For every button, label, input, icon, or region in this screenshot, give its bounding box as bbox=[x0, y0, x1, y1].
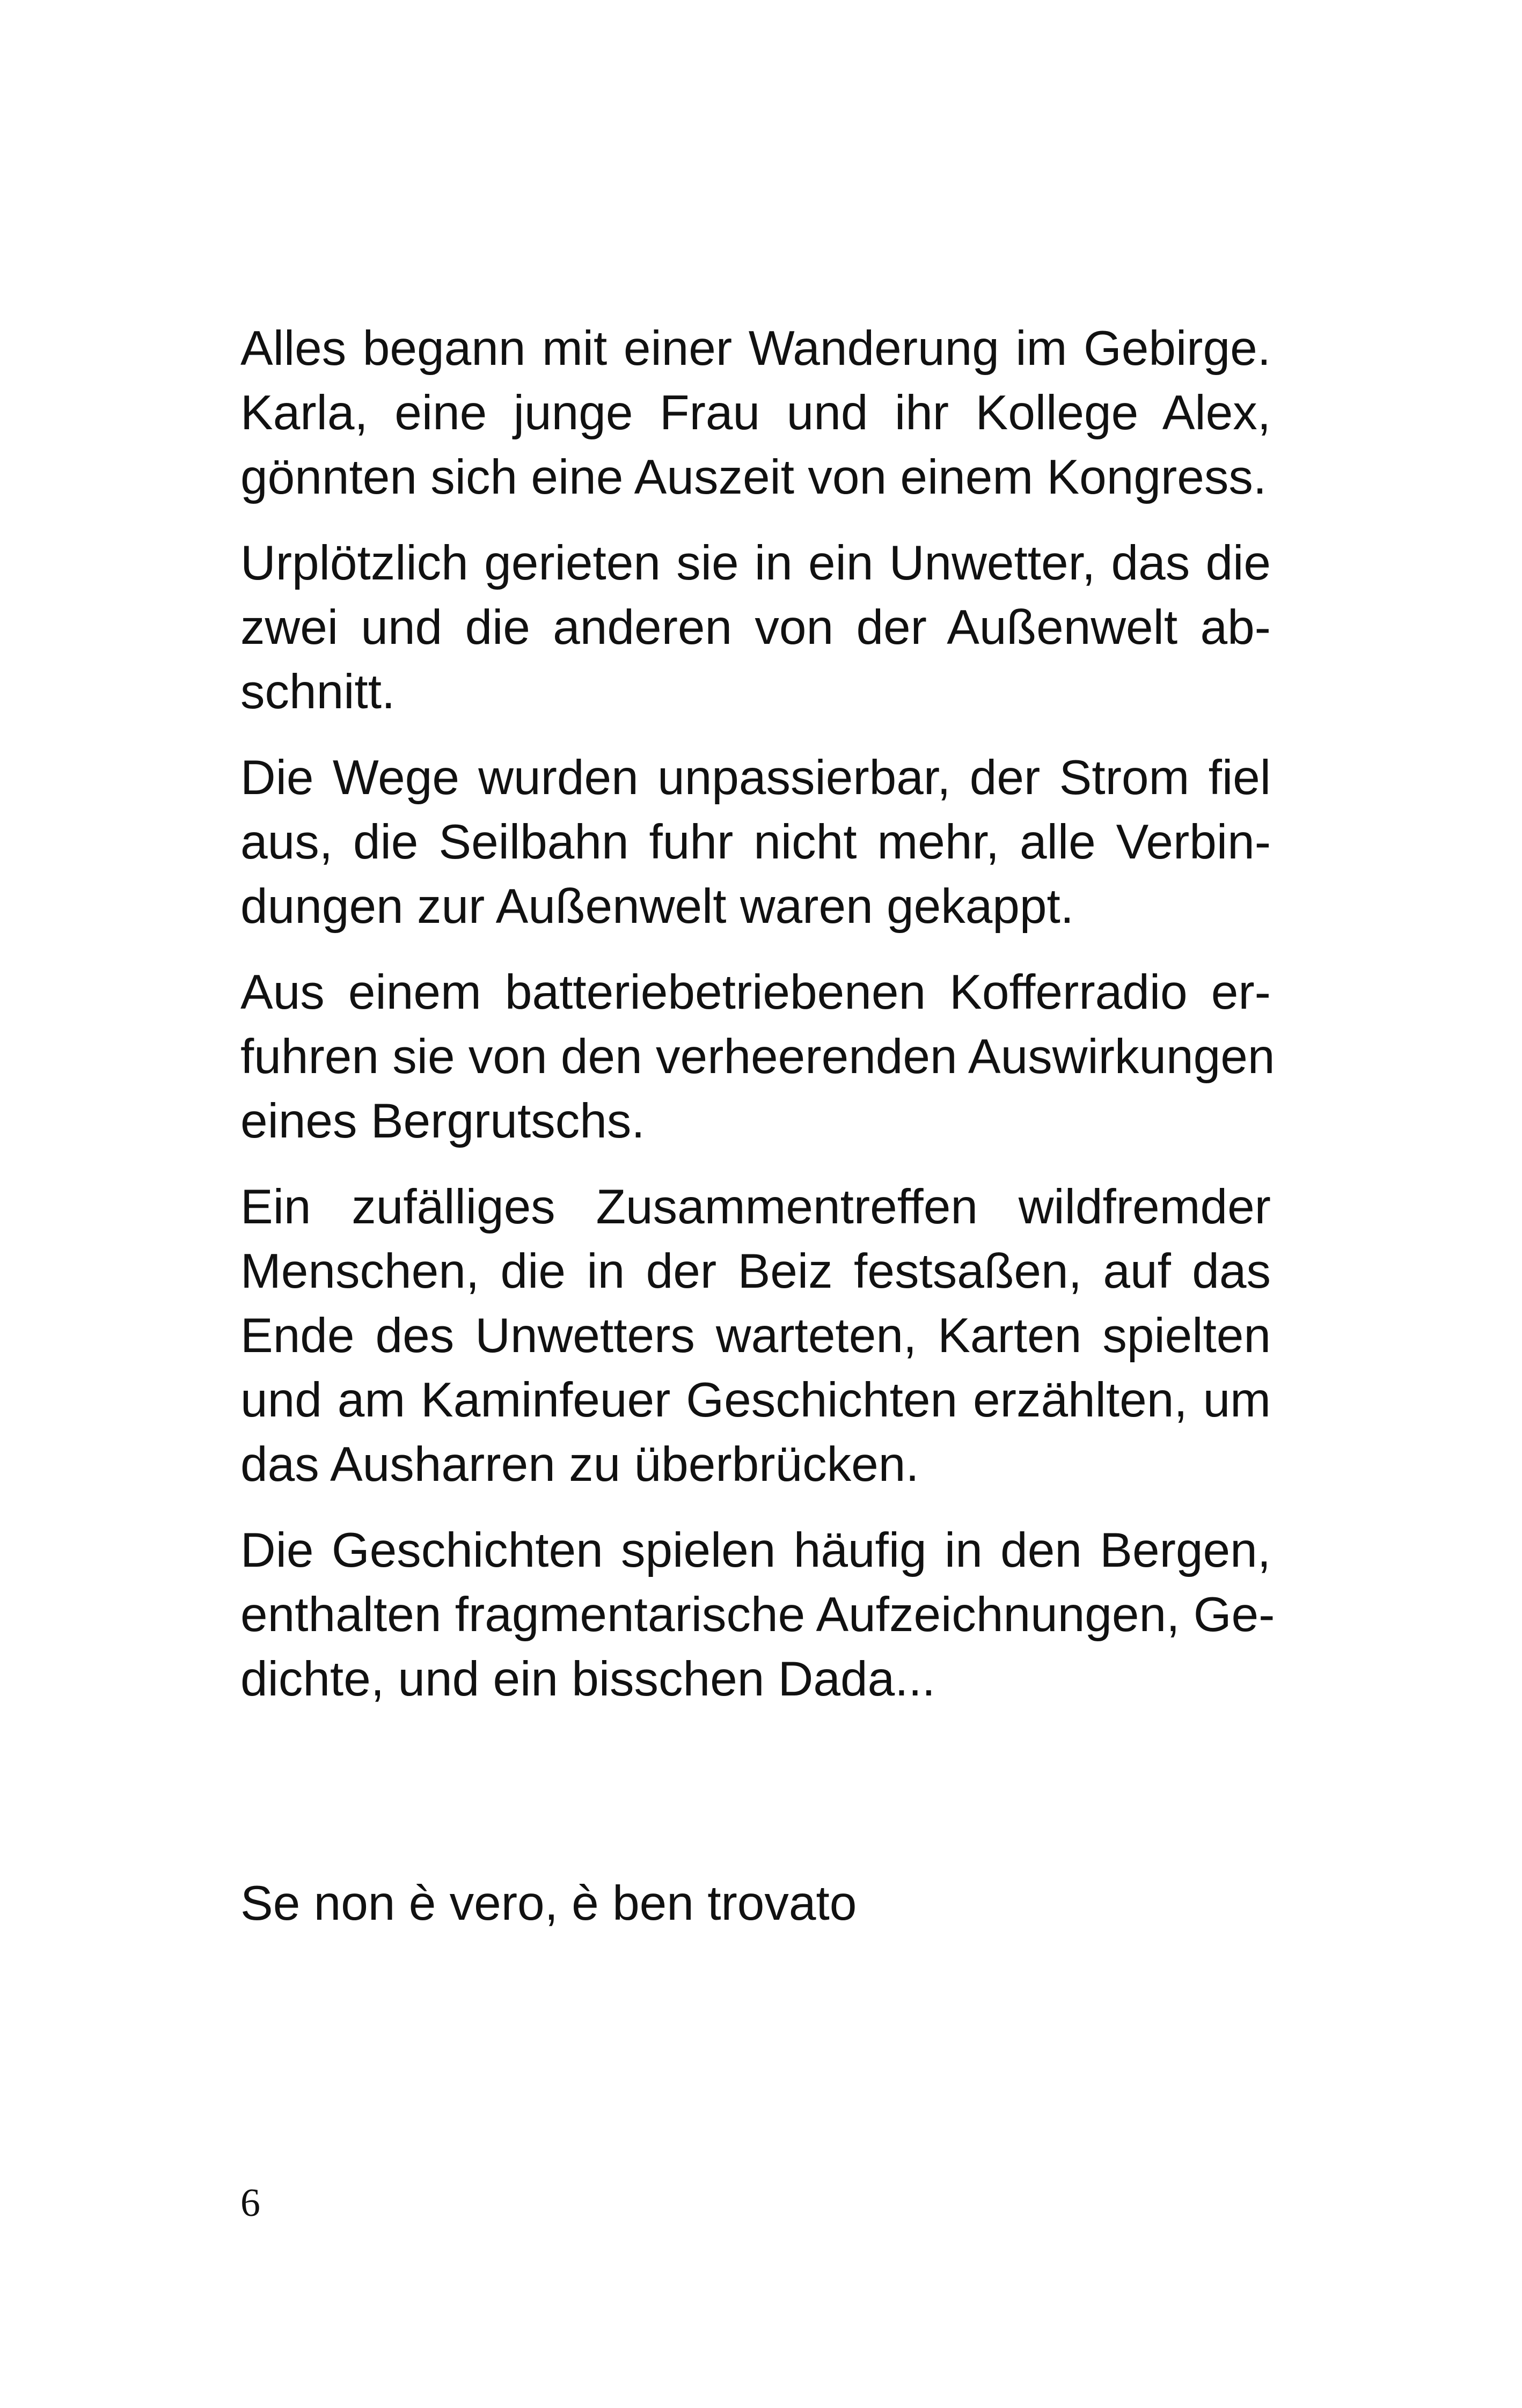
paragraph-3 bbox=[240, 746, 1271, 939]
text-line: eines Bergrutschs. bbox=[240, 1094, 645, 1148]
body-text bbox=[240, 317, 1275, 1733]
text-line: Aus einem batteriebetriebenen Kofferradio er- bbox=[240, 965, 1271, 1019]
page-number: 6 bbox=[240, 2181, 260, 2225]
paragraph-4 bbox=[240, 960, 1275, 1154]
text-line: zwei und die anderen von der Außenwelt ab- bbox=[240, 600, 1271, 655]
text-line: das Ausharren zu überbrücken. bbox=[240, 1437, 919, 1492]
text-line: Urplötzlich gerieten sie in ein Unwetter, das die bbox=[240, 536, 1271, 590]
text-line: Die Wege wurden unpassierbar, der Strom fiel bbox=[240, 751, 1271, 805]
text-line: Ende des Unwetters warteten, Karten spielten bbox=[240, 1309, 1271, 1363]
paragraph-2 bbox=[240, 531, 1271, 724]
text-line: Alles begann mit einer Wanderung im Gebirge. bbox=[240, 321, 1271, 376]
paragraph-5 bbox=[240, 1175, 1271, 1497]
text-line: und am Kaminfeuer Geschichten erzählten, um bbox=[240, 1373, 1271, 1427]
text-line: Menschen, die in der Beiz festsaßen, auf das bbox=[240, 1244, 1271, 1298]
text-line: enthalten fragmentarische Aufzeichnungen, Ge- bbox=[240, 1588, 1275, 1642]
paragraph-1 bbox=[240, 317, 1271, 510]
text-line: aus, die Seilbahn fuhr nicht mehr, alle Verbin- bbox=[240, 815, 1271, 869]
paragraph-6 bbox=[240, 1518, 1275, 1712]
text-line: gönnten sich eine Auszeit von einem Kongress. bbox=[240, 450, 1267, 504]
text-line: fuhren sie von den verheerenden Auswirkungen bbox=[240, 1030, 1275, 1084]
text-line: Ein zufälliges Zusammentreffen wildfremder bbox=[240, 1180, 1271, 1234]
text-line: Die Geschichten spielen häufig in den Bergen, bbox=[240, 1523, 1271, 1577]
text-line: Karla, eine junge Frau und ihr Kollege Alex, bbox=[240, 386, 1271, 440]
motto: Se non è vero, è ben trovato bbox=[240, 1876, 857, 1930]
text-line: schnitt. bbox=[240, 665, 396, 719]
text-line: dungen zur Außenwelt waren gekappt. bbox=[240, 879, 1074, 934]
text-line: dichte, und ein bisschen Dada... bbox=[240, 1652, 936, 1706]
